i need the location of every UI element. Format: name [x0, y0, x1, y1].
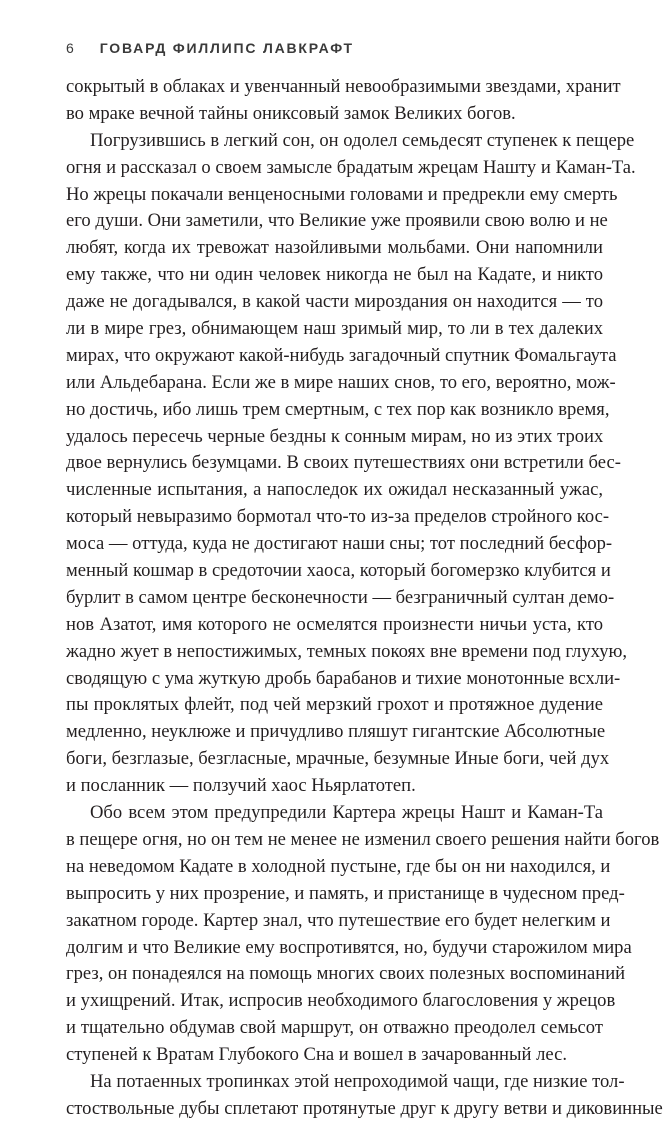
text-line: и посланник — ползучий хаос Ньярлатотеп.: [66, 775, 416, 797]
text-line: и ухищрений. Итак, испросив необходимого благословения у жрецов: [66, 990, 616, 1012]
body-text: [66, 74, 663, 1123]
text-line: и тщательно обдумав свой маршрут, он отважно преодолел семьсот: [66, 1017, 603, 1039]
running-header: [66, 40, 620, 56]
text-line: жадно жует в непостижимых, темных покоях вне времени под глухую,: [66, 640, 628, 662]
text-line: ступеней к Вратам Глубокого Сна и вошел в зачарованный лес.: [66, 1044, 567, 1066]
text-line: моса — оттуда, куда не достигают наши сны; тот последний бесфор-: [66, 533, 613, 555]
text-line: даже не догадывался, в какой части мироздания он находится — то: [66, 291, 603, 313]
text-line: выпросить у них прозрение, и память, и пристанище в чудесном пред-: [66, 882, 625, 904]
text-line: пы проклятых флейт, под чей мерзкий грохот и протяжное дудение: [66, 694, 603, 716]
running-title: ГОВАРД ФИЛЛИПС ЛАВКРАФТ: [99, 40, 354, 56]
text-line: Обо всем этом предупредили Картера жрецы Нашт и Каман-Та: [90, 802, 603, 824]
text-line: долгим и что Великие ему воспротивятся, но, будучи старожилом мира: [66, 936, 632, 958]
text-line: На потаенных тропинках этой непроходимой чащи, где низкие тол-: [90, 1070, 625, 1092]
text-line: бурлит в самом центре бесконечности — безграничный султан демо-: [66, 586, 615, 608]
text-line: любят, когда их тревожат назойливыми мольбами. Они напомнили: [66, 237, 603, 259]
text-line: сводящую с ума жуткую дробь барабанов и тихие монотонные всхли-: [66, 667, 621, 689]
text-line: грез, он понадеялся на помощь многих своих полезных воспоминаний: [66, 963, 626, 985]
text-line: ему также, что ни один человек никогда не был на Кадате, и никто: [66, 264, 603, 286]
text-line: закатном городе. Картер знал, что путешествие его будет нелегким и: [66, 909, 611, 931]
text-line: медленно, неуклюже и причудливо пляшут гигантские Абсолютные: [66, 721, 606, 743]
text-line: который невыразимо бормотал что-то из-за пределов стройного кос-: [66, 506, 610, 528]
text-line: или Альдебарана. Если же в мире наших снов, то его, вероятно, мож-: [66, 371, 616, 393]
text-line: огня и рассказал о своем замысле брадатым жрецам Нашту и Каман-Та.: [66, 156, 636, 178]
text-line: Но жрецы покачали венценосными головами и предрекли ему смерть: [66, 183, 618, 205]
text-line: но достичь, ибо лишь трем смертным, с тех пор как возникло время,: [66, 398, 610, 420]
text-line: менный кошмар в средоточии хаоса, который богомерзко клубится и: [66, 560, 611, 582]
text-line: Погрузившись в легкий сон, он одолел семьдесят ступенек к пещере: [90, 129, 635, 151]
text-line: сокрытый в облаках и увенчанный невообразимыми звездами, хранит: [66, 76, 621, 97]
page-number: 6: [66, 40, 76, 56]
text-line: численные испытания, а напоследок их ожидал несказанный ужас,: [66, 479, 603, 501]
text-line: его души. Они заметили, что Великие уже проявили свою волю и не: [66, 210, 608, 232]
text-line: нов Азатот, имя которого не осмелятся произнести ничьи уста, кто: [66, 613, 603, 635]
text-line: удалось пересечь черные бездны к сонным мирам, но из этих троих: [66, 425, 604, 447]
text-line: в пещере огня, но он тем не менее не изменил своего решения найти богов: [66, 828, 660, 850]
text-line: двое вернулись безумцами. В своих путешествиях они встретили бес-: [66, 452, 621, 474]
text-line: стоствольные дубы сплетают протянутые друг к другу ветви и диковинные: [66, 1097, 663, 1119]
text-line: ли в мире грез, обнимающем наш зримый мир, то ли в тех далеких: [66, 318, 603, 340]
text-line: мирах, что окружают какой-нибудь загадочный спутник Фомальгаута: [66, 344, 617, 366]
text-line: во мраке вечной тайны ониксовый замок Великих богов.: [66, 102, 516, 124]
text-line: на неведомом Кадате в холодной пустыне, где бы он ни находился, и: [66, 855, 611, 877]
text-line: боги, безглазые, безгласные, мрачные, безумные Иные боги, чей дух: [66, 748, 610, 770]
